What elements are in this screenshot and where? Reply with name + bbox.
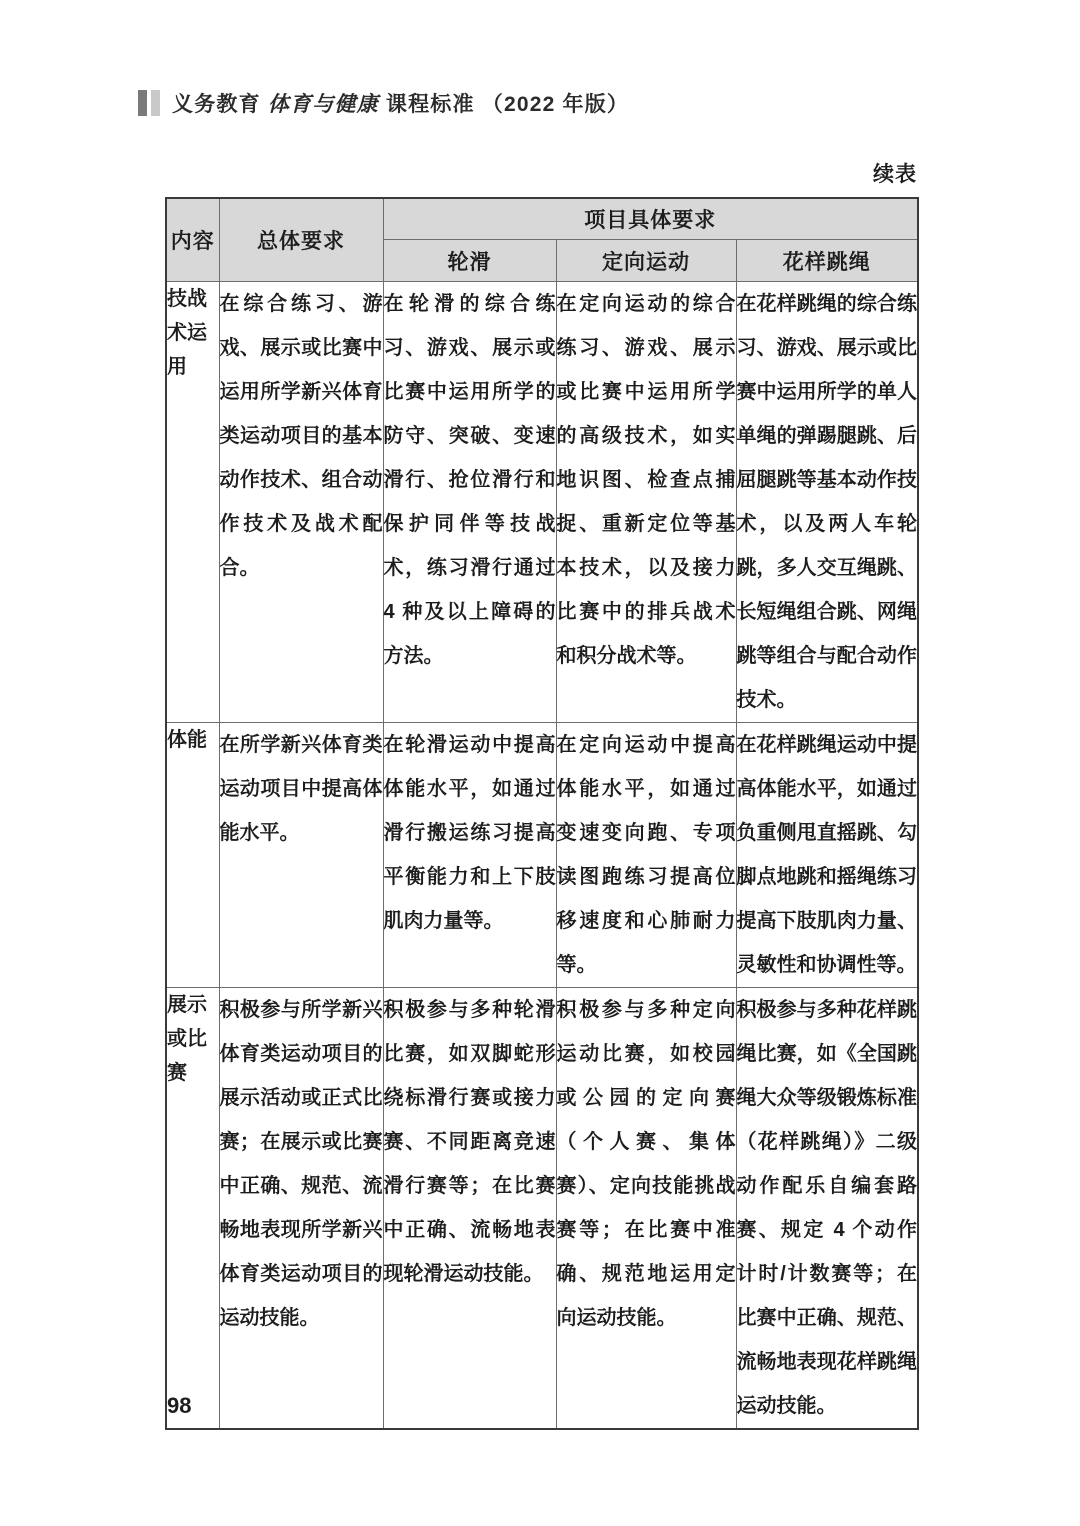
page-number: 98 [167,1393,192,1418]
table-row [166,988,918,1430]
column-header-overall: 总体要求 [219,198,383,282]
cell-overall-tech-tactics: 在综合练习、游戏、展示或比赛中运用所学新兴体育类运动项目的基本动作技术、组合动作技术及战术配合。 [219,282,383,723]
cell-orienteering-display-competition: 积极参与多种定向运动比赛，如校园或公园的定向赛（个人赛、集体赛）、定向技能挑战赛等；在比赛中准确、规范地运用定向运动技能。 [556,988,736,1430]
table-header-row-primary [166,198,918,240]
table-row [166,723,918,988]
cell-orienteering-tech-tactics: 在定向运动的综合练习、游戏、展示或比赛中运用所学的高级技术，如实地识图、检查点捕捉、重新定位等基本技术，以及接力比赛中的排兵战术和积分战术等。 [556,282,736,723]
running-head [138,86,629,120]
row-category-display-competition: 展示或比赛 [166,988,219,1430]
cell-overall-fitness: 在所学新兴体育类运动项目中提高体能水平。 [219,723,383,988]
table-body [166,282,918,1430]
running-head-prefix: 义务教育 [172,93,261,116]
cell-ropeskipping-fitness: 在花样跳绳运动中提高体能水平，如通过负重侧甩直摇跳、勾脚点地跳和摇绳练习提高下肢肌肉力量、灵敏性和协调性等。 [736,723,918,988]
column-header-item-orienteering: 定向运动 [556,240,736,282]
cell-rollerskating-display-competition: 积极参与多种轮滑比赛，如双脚蛇形绕标滑行赛或接力赛、不同距离竞速滑行赛等；在比赛中正确、流畅地表现轮滑运动技能。 [383,988,556,1430]
column-header-item-group: 项目具体要求 [383,198,918,240]
running-head-subject: 体育与健康 [267,93,379,116]
running-head-suffix: 课程标准 [385,93,475,116]
running-head-bar-light [151,90,160,116]
cell-rollerskating-tech-tactics: 在轮滑的综合练习、游戏、展示或比赛中运用所学的防守、突破、变速滑行、抢位滑行和保护同伴等技战术，练习滑行通过 4 种及以上障碍的方法。 [383,282,556,723]
row-category-tech-tactics: 技战术运用 [166,282,219,723]
running-head-text [172,88,629,118]
column-header-item-rollerskating: 轮滑 [383,240,556,282]
column-header-content: 内容 [166,198,219,282]
requirements-table [165,197,919,1430]
cell-ropeskipping-display-competition: 积极参与多种花样跳绳比赛，如《全国跳绳大众等级锻炼标准（花样跳绳）》二级动作配乐自编套路赛、规定 4 个动作计时/计数赛等；在比赛中正确、规范、流畅地表现花样跳绳运动技能。 [736,988,918,1430]
cell-rollerskating-fitness: 在轮滑运动中提高体能水平，如通过滑行搬运练习提高平衡能力和上下肢肌肉力量等。 [383,723,556,988]
running-head-edition: （2022 年版） [481,93,630,116]
table-row [166,282,918,723]
cell-orienteering-fitness: 在定向运动中提高体能水平，如通过变速变向跑、专项读图跑练习提高位移速度和心肺耐力等。 [556,723,736,988]
column-header-item-ropeskipping: 花样跳绳 [736,240,918,282]
cell-overall-display-competition: 积极参与所学新兴体育类运动项目的展示活动或正式比赛；在展示或比赛中正确、规范、流畅地表现所学新兴体育类运动项目的运动技能。 [219,988,383,1430]
cell-ropeskipping-tech-tactics: 在花样跳绳的综合练习、游戏、展示或比赛中运用所学的单人单绳的弹踢腿跳、后屈腿跳等基本动作技术，以及两人车轮跳，多人交互绳跳、长短绳组合跳、网绳跳等组合与配合动作技术。 [736,282,918,723]
continued-table-label: 续表 [873,163,917,186]
table-head [166,198,918,282]
row-category-fitness: 体能 [166,723,219,988]
requirements-table-wrapper [165,197,917,1430]
running-head-bar-dark [138,90,147,116]
